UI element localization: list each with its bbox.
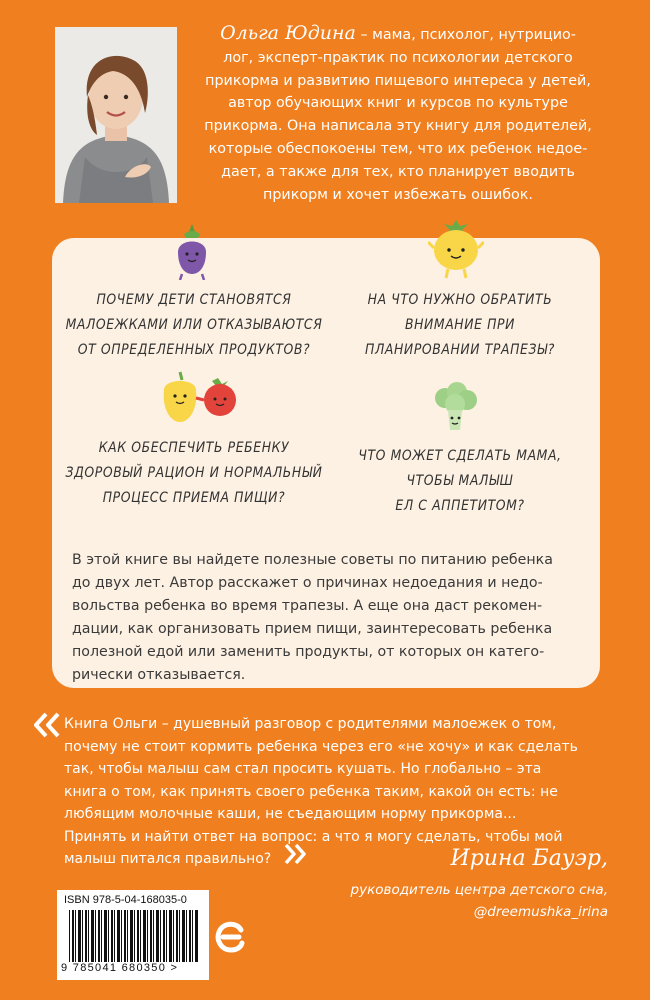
question-4	[330, 444, 590, 519]
barcode-bars	[69, 910, 199, 962]
bio-line: прикорма. Она написала эту книгу для родителей,	[204, 118, 592, 135]
description-line: полезной едой или заменить продукты, от которых он катего-	[72, 644, 545, 660]
reviewer-name: Ирина Бауэр,	[450, 846, 608, 871]
author-photo	[55, 27, 177, 203]
question-line: НА ЧТО НУЖНО ОБРАТИТЬ	[367, 292, 553, 308]
description-line: дации, как организовать прием пищи, заинтересовать ребенка	[72, 621, 553, 637]
question-line: ПРОЦЕСС ПРИЕМА ПИЩИ?	[102, 490, 286, 506]
question-line: ЧТО МОЖЕТ СДЕЛАТЬ МАМА,	[358, 448, 562, 464]
question-2	[330, 288, 590, 363]
quote-open-icon	[34, 712, 60, 738]
question-line: ЕЛ С АППЕТИТОМ?	[395, 498, 525, 514]
question-line: ПЛАНИРОВАНИИ ТРАПЕЗЫ?	[365, 342, 555, 358]
author-name: Ольга Юдина	[220, 22, 356, 44]
pepper-tomato-icon	[150, 368, 250, 426]
review-line: почему не стоит кормить ребенка через его «не хочу» и как сделать	[64, 738, 578, 755]
bio-line: автор обучающих книг и курсов по культуре	[228, 95, 568, 112]
bio-line: – мама, психолог, нутрицио-	[360, 27, 576, 43]
question-3	[64, 436, 324, 511]
quote-close-icon	[284, 843, 306, 865]
description-line: рически отказывается.	[72, 667, 246, 683]
review-line: так, чтобы малыш сам стал просить кушать. Но глобально – эта	[64, 761, 542, 777]
bio-line: которые обеспокоены тем, что их ребенок недое-	[208, 140, 588, 157]
question-line: ВНИМАНИЕ ПРИ	[404, 317, 516, 333]
isbn-barcode	[57, 890, 209, 980]
barcode-digits: 9 785041 680350 >	[61, 962, 179, 974]
panel-description	[72, 549, 587, 687]
review-line: малыш питался правильно?	[64, 851, 272, 867]
description-line: В этой книге вы найдете полезные советы по питанию ребенка	[72, 552, 553, 568]
broccoli-icon	[430, 382, 480, 434]
description-line: вольства ребенка во время трапезы. А еще она даст рекомен-	[72, 598, 543, 614]
review-line: Книга Ольги – душевный разговор с родителями малоежек о том,	[64, 716, 557, 732]
reviewer-handle: @dreemushka_irina	[473, 904, 608, 920]
bio-line: лог, эксперт-практик по психологии детского	[223, 49, 573, 66]
bio-line: прикорма и развитию пищевого интереса у детей,	[205, 72, 591, 89]
description-line: до двух лет. Автор расскажет о причинах недоедания и недо-	[72, 575, 543, 591]
bio-line: дает, а также для тех, кто планирует вводить	[221, 163, 575, 180]
review-line: книга о том, как принять своего ребенка таким, какой он есть: не	[64, 783, 558, 800]
questions-panel	[52, 238, 600, 688]
question-line: МАЛОЕЖКАМИ ИЛИ ОТКАЗЫВАЮТСЯ	[65, 317, 323, 333]
question-line: ПОЧЕМУ ДЕТИ СТАНОВЯТСЯ	[96, 292, 292, 308]
tomato-icon	[428, 214, 484, 280]
eksmo-logo-icon	[215, 920, 245, 954]
question-1	[64, 288, 324, 363]
eggplant-icon	[170, 220, 214, 280]
review-line: любящим молочные каши, не съедающим норму прикорма...	[64, 806, 517, 822]
question-line: КАК ОБЕСПЕЧИТЬ РЕБЕНКУ	[98, 440, 290, 456]
isbn-label: ISBN 978-5-04-168035-0	[64, 894, 187, 906]
bio-line: прикорм и хочет избежать ошибок.	[263, 186, 533, 203]
question-line: ЧТОБЫ МАЛЫШ	[406, 473, 514, 489]
question-line: ОТ ОПРЕДЕЛЕННЫХ ПРОДУКТОВ?	[77, 342, 311, 358]
author-bio	[188, 22, 608, 206]
question-line: ЗДОРОВЫЙ РАЦИОН И НОРМАЛЬНЫЙ	[65, 465, 323, 481]
reviewer-role: руководитель центра детского сна,	[350, 882, 608, 898]
review-line: Принять и найти ответ на вопрос: а что я могу сделать, чтобы мой	[64, 828, 563, 845]
